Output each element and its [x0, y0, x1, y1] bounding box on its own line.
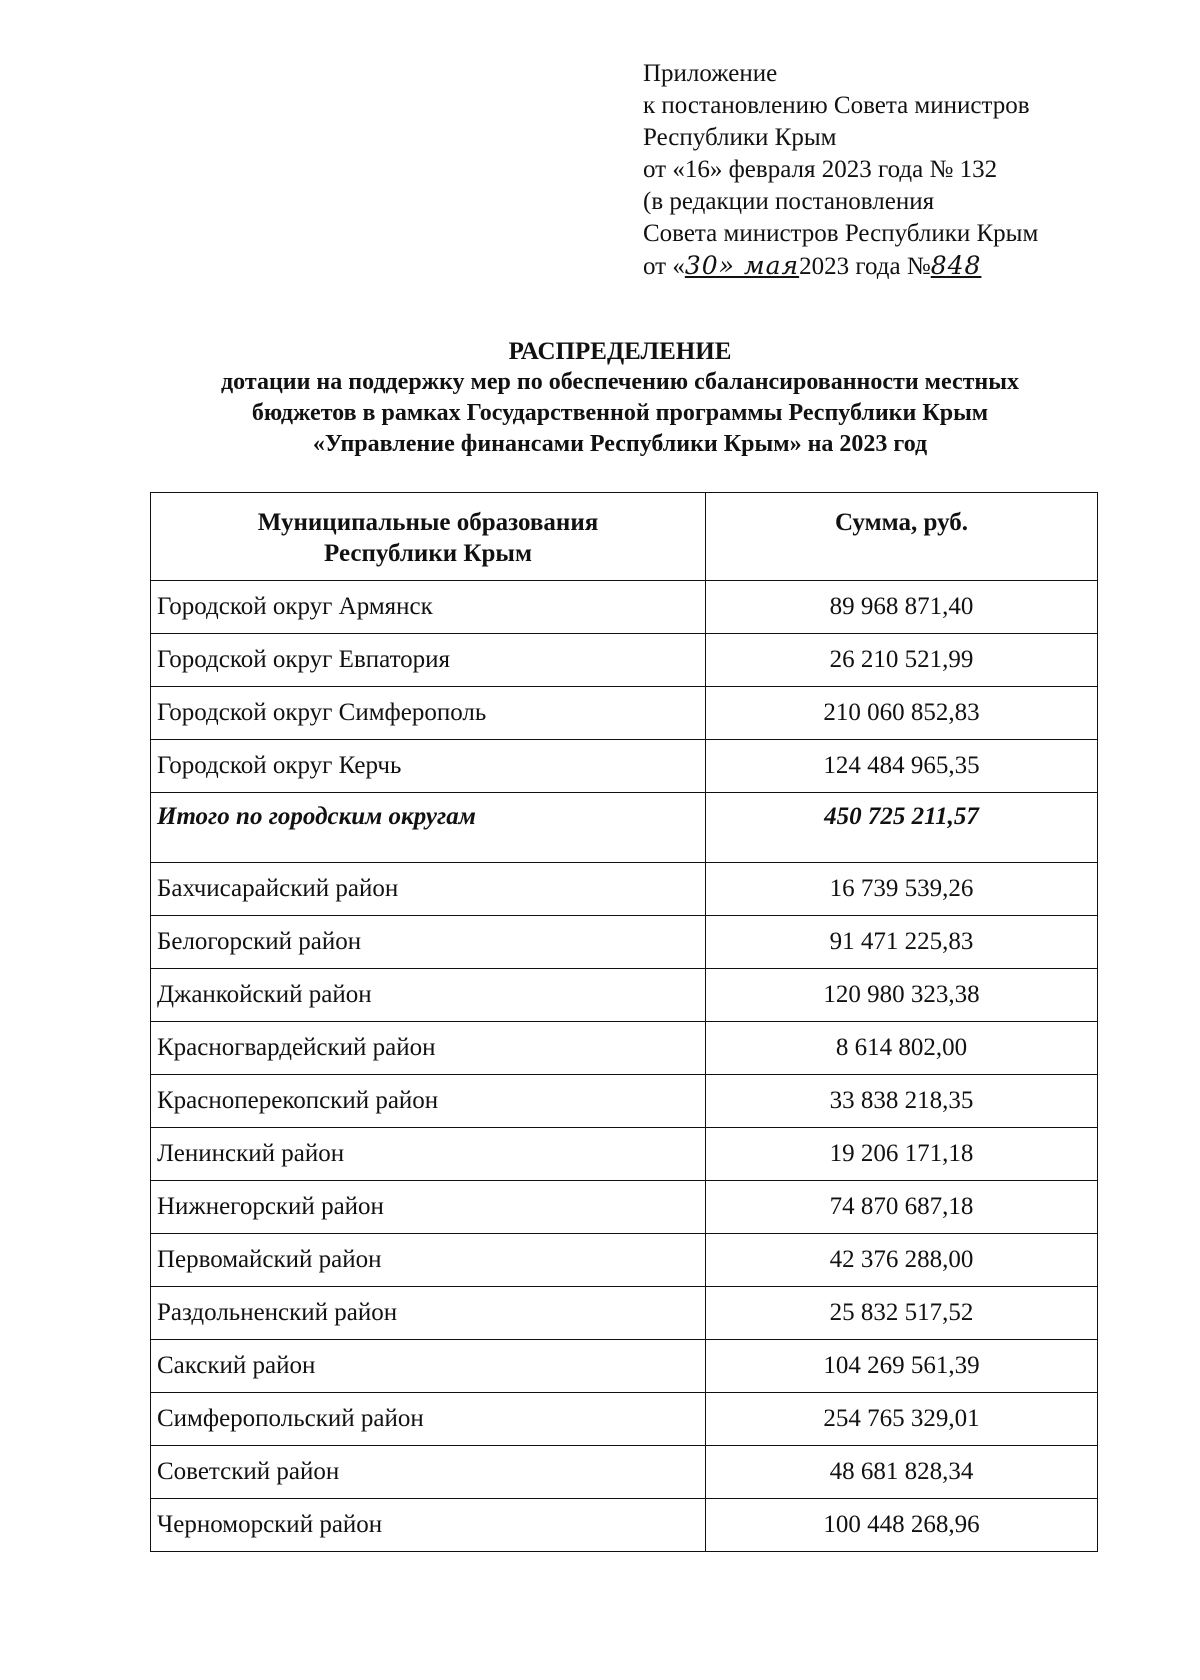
table-row	[151, 1128, 1098, 1181]
table-row	[151, 1340, 1098, 1393]
amount-cell: 42 376 288,00	[706, 1234, 1098, 1287]
heading-line: дотации на поддержку мер по обеспечению сбалансированности местных	[221, 369, 1019, 395]
amount-cell: 33 838 218,35	[706, 1075, 1098, 1128]
appendix-line: от «16» февраля 2023 года № 132	[643, 156, 998, 183]
municipality-cell: Белогорский район	[151, 916, 706, 969]
table-row	[151, 1287, 1098, 1340]
municipality-cell: Городской округ Евпатория	[151, 634, 706, 687]
document-title: РАСПРЕДЕЛЕНИЕ	[508, 338, 732, 365]
municipality-cell: Бахчисарайский район	[151, 863, 706, 916]
municipality-cell: Городской округ Керчь	[151, 740, 706, 793]
table-row	[151, 1234, 1098, 1287]
amount-cell: 124 484 965,35	[706, 740, 1098, 793]
municipality-cell: Советский район	[151, 1446, 706, 1499]
heading-line: «Управление финансами Республики Крым» на 2023 год	[312, 431, 928, 457]
table-row	[151, 1075, 1098, 1128]
amount-cell: 19 206 171,18	[706, 1128, 1098, 1181]
amount-cell: 89 968 871,40	[706, 581, 1098, 634]
municipality-cell: Красноперекопский район	[151, 1075, 706, 1128]
municipality-cell: Нижнегорский район	[151, 1181, 706, 1234]
municipality-cell: Джанкойский район	[151, 969, 706, 1022]
municipality-cell: Городской округ Симферополь	[151, 687, 706, 740]
table-row	[151, 863, 1098, 916]
appendix-date-middle: 2023 года №	[799, 253, 931, 280]
table-row	[151, 581, 1098, 634]
appendix-date-prefix: от «	[643, 253, 685, 280]
distribution-table	[150, 492, 1098, 1552]
amount-cell: 100 448 268,96	[706, 1499, 1098, 1552]
amount-cell: 8 614 802,00	[706, 1022, 1098, 1075]
document-heading	[100, 336, 1140, 460]
appendix-line: Совета министров Республики Крым	[643, 220, 1039, 247]
handwritten-number: 848	[930, 251, 982, 280]
amount-cell: 210 060 852,83	[706, 687, 1098, 740]
municipality-cell: Сакский район	[151, 1340, 706, 1393]
table-row	[151, 1393, 1098, 1446]
table-row	[151, 1181, 1098, 1234]
total-label: Итого по городским округам	[151, 793, 706, 863]
table-row	[151, 740, 1098, 793]
table-row	[151, 1446, 1098, 1499]
municipality-cell: Ленинский район	[151, 1128, 706, 1181]
total-amount: 450 725 211,57	[706, 793, 1098, 863]
amount-cell: 74 870 687,18	[706, 1181, 1098, 1234]
table-row	[151, 634, 1098, 687]
municipality-cell: Симферопольский район	[151, 1393, 706, 1446]
appendix-line: (в редакции постановления	[643, 188, 935, 215]
amount-cell: 16 739 539,26	[706, 863, 1098, 916]
amount-cell: 104 269 561,39	[706, 1340, 1098, 1393]
table-row	[151, 1022, 1098, 1075]
column-header-amount: Сумма, руб.	[706, 493, 1098, 581]
appendix-line: Республики Крым	[643, 124, 837, 151]
heading-line: бюджетов в рамках Государственной программы Республики Крым	[251, 400, 989, 426]
handwritten-date: 30» мая	[684, 251, 800, 280]
amount-cell: 254 765 329,01	[706, 1393, 1098, 1446]
table-row	[151, 1499, 1098, 1552]
municipality-cell: Красногвардейский район	[151, 1022, 706, 1075]
amount-cell: 25 832 517,52	[706, 1287, 1098, 1340]
amount-cell: 91 471 225,83	[706, 916, 1098, 969]
table-header-row	[151, 493, 1098, 581]
table-row	[151, 969, 1098, 1022]
city-total-row	[151, 793, 1098, 863]
appendix-line: Приложение	[643, 60, 778, 87]
amount-cell: 26 210 521,99	[706, 634, 1098, 687]
appendix-last-line	[643, 250, 1038, 283]
municipality-cell: Городской округ Армянск	[151, 581, 706, 634]
column-header-municipality: Муниципальные образования Республики Крым	[151, 493, 706, 581]
appendix-block	[643, 58, 1038, 283]
municipality-cell: Первомайский район	[151, 1234, 706, 1287]
amount-cell: 48 681 828,34	[706, 1446, 1098, 1499]
amount-cell: 120 980 323,38	[706, 969, 1098, 1022]
municipality-cell: Черноморский район	[151, 1499, 706, 1552]
table-row	[151, 687, 1098, 740]
municipality-cell: Раздольненский район	[151, 1287, 706, 1340]
table-row	[151, 916, 1098, 969]
appendix-line: к постановлению Совета министров	[643, 92, 1030, 119]
